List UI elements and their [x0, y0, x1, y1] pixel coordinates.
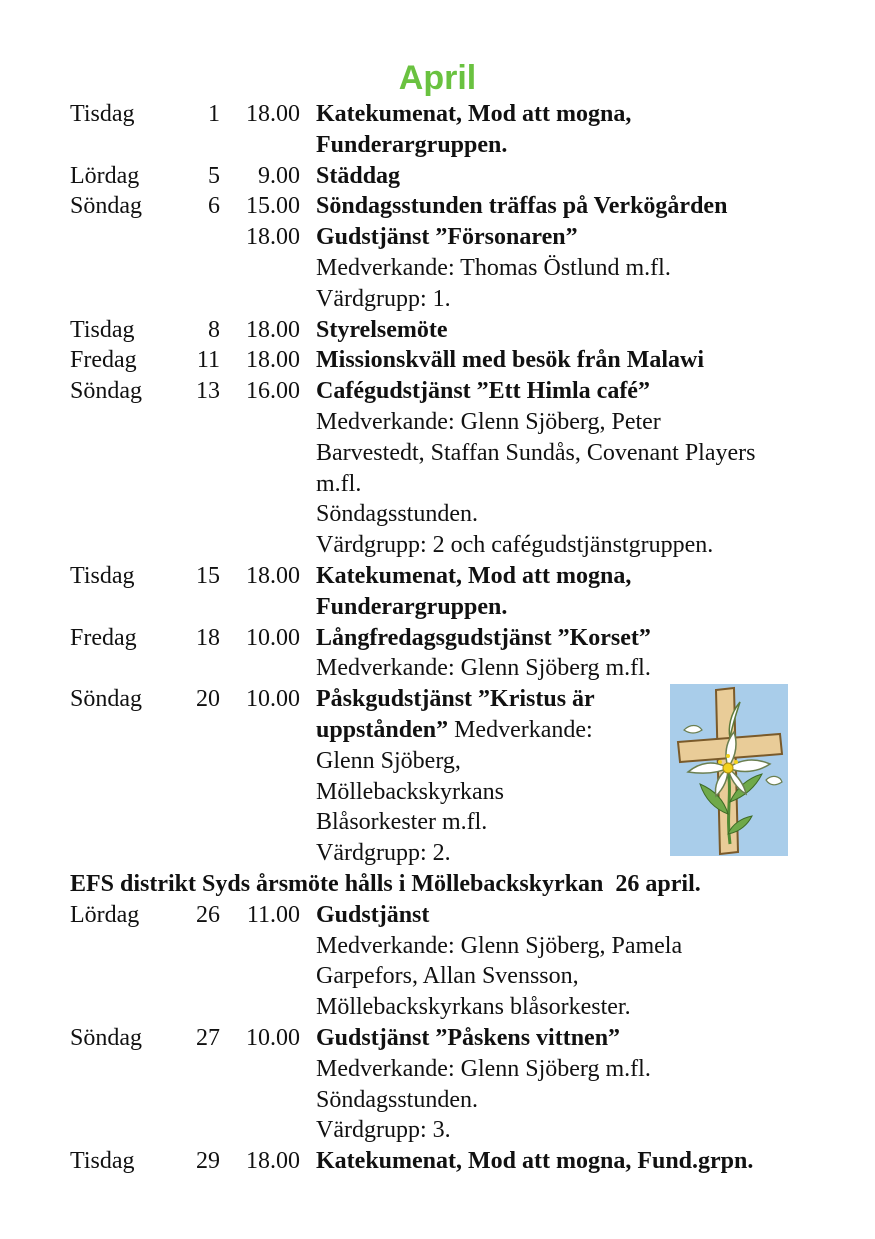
event-date: 6 [208, 193, 220, 220]
district-notice: EFS distrikt Syds årsmöte hålls i Möllebackskyrkan 26 april. [70, 870, 701, 897]
schedule-row [70, 222, 830, 314]
event-detail: Söndagsstunden. [316, 501, 478, 528]
event-detail: Värdgrupp: 3. [316, 1117, 451, 1144]
event-description [316, 99, 830, 161]
event-description [316, 191, 830, 222]
event-date: 5 [208, 162, 220, 189]
event-title: Missionskväll med besök från Malawi [316, 347, 705, 374]
event-day: Fredag [70, 347, 137, 374]
event-description [316, 561, 830, 623]
event-day: Söndag [70, 686, 142, 713]
event-description [316, 1023, 830, 1146]
lily-stamen [726, 754, 730, 758]
event-title: Påskgudstjänst ”Kristus är [316, 686, 595, 713]
event-detail: Möllebackskyrkans [316, 778, 504, 805]
event-description [316, 376, 830, 561]
event-title: Cafégudstjänst ”Ett Himla café” [316, 378, 650, 405]
event-time: 10.00 [246, 1024, 300, 1051]
event-time: 16.00 [246, 378, 300, 405]
event-description [316, 315, 830, 346]
event-description [316, 161, 830, 192]
event-time: 18.00 [246, 101, 300, 127]
event-title: Söndagsstunden träffas på Verkögården [316, 193, 728, 220]
event-title: Städdag [316, 162, 401, 189]
event-title: Styrelsemöte [316, 316, 448, 343]
event-description [316, 222, 830, 314]
event-time: 10.00 [246, 686, 300, 713]
event-day: Tisdag [70, 562, 135, 589]
event-detail-part: Medverkande: [448, 716, 593, 743]
schedule-row [70, 345, 830, 376]
event-time: 18.00 [246, 562, 300, 589]
event-title: Långfredagsgudstjänst ”Korset” [316, 624, 651, 651]
event-detail: Värdgrupp: 1. [316, 285, 451, 312]
event-day: Söndag [70, 193, 142, 220]
event-schedule [70, 99, 830, 1177]
event-day: Söndag [70, 378, 142, 405]
schedule-row [70, 191, 830, 222]
event-day: Tisdag [70, 101, 135, 127]
schedule-row [70, 99, 830, 161]
event-date: 1 [208, 101, 220, 127]
event-day: Lördag [70, 901, 140, 928]
event-date: 29 [196, 1148, 220, 1175]
event-day: Söndag [70, 1024, 142, 1051]
event-time: 18.00 [246, 1148, 300, 1175]
event-date: 11 [196, 347, 220, 374]
event-detail: Värdgrupp: 2 och cafégudstjänstgruppen. [316, 532, 714, 559]
event-time: 15.00 [246, 193, 300, 220]
easter-cross-lily-image [670, 684, 788, 856]
event-detail: Värdgrupp: 2. [316, 840, 451, 867]
event-date: 8 [208, 316, 220, 343]
event-title: Katekumenat, Mod att mogna, Fund.grpn. [316, 1148, 754, 1175]
event-title-part: uppstånden” [316, 716, 449, 743]
event-detail: Medverkande: Glenn Sjöberg, Pamela [316, 932, 683, 959]
event-description [316, 345, 830, 376]
event-description [316, 900, 830, 1023]
event-day: Tisdag [70, 316, 135, 343]
event-time: 18.00 [246, 224, 300, 251]
schedule-row [70, 161, 830, 192]
schedule-row [70, 315, 830, 346]
event-title: Katekumenat, Mod att mogna, [316, 101, 632, 127]
schedule-row [70, 1146, 830, 1177]
event-date: 27 [196, 1024, 220, 1051]
schedule-row [70, 376, 830, 561]
schedule-row [70, 1023, 830, 1146]
event-title: Gudstjänst ”Påskens vittnen” [316, 1024, 621, 1051]
event-title: Gudstjänst ”Försonaren” [316, 224, 578, 251]
lily-stamen [718, 760, 722, 764]
event-date: 18 [196, 624, 220, 651]
month-title: April [398, 59, 477, 97]
event-time: 18.00 [246, 316, 300, 343]
event-time: 11.00 [246, 901, 300, 928]
event-description [316, 1146, 830, 1177]
event-detail: Medverkande: Glenn Sjöberg m.fl. [316, 655, 651, 682]
event-time: 10.00 [246, 624, 300, 651]
schedule-row [70, 561, 830, 623]
event-detail: Möllebackskyrkans blåsorkester. [316, 994, 631, 1021]
event-detail: Glenn Sjöberg, [316, 747, 461, 774]
event-date: 26 [196, 901, 220, 928]
event-title: Katekumenat, Mod att mogna, [316, 562, 632, 589]
event-date: 15 [196, 562, 220, 589]
lily-stamen [734, 760, 738, 764]
event-day: Lördag [70, 162, 140, 189]
event-date: 20 [196, 686, 220, 713]
event-detail: Medverkande: Glenn Sjöberg, Peter [316, 408, 661, 435]
event-title: Gudstjänst [316, 901, 430, 928]
event-time: 18.00 [246, 347, 300, 374]
schedule-row [70, 623, 830, 685]
event-detail: Söndagsstunden. [316, 1086, 478, 1113]
event-day: Tisdag [70, 1148, 135, 1175]
event-detail: Medverkande: Glenn Sjöberg m.fl. [316, 1055, 651, 1082]
event-day: Fredag [70, 624, 137, 651]
event-title: Funderargruppen. [316, 131, 508, 158]
lily-center [723, 763, 733, 773]
event-title: Funderargruppen. [316, 593, 508, 620]
event-detail: Barvestedt, Staffan Sundås, Covenant Players [316, 439, 756, 466]
schedule-row [70, 900, 830, 1023]
event-date: 13 [196, 378, 220, 405]
event-detail: Blåsorkester m.fl. [316, 809, 488, 836]
event-description [316, 623, 830, 685]
event-detail: m.fl. [316, 470, 362, 497]
event-detail: Medverkande: Thomas Östlund m.fl. [316, 254, 671, 281]
event-time: 9.00 [258, 162, 300, 189]
event-detail: Garpefors, Allan Svensson, [316, 963, 579, 990]
